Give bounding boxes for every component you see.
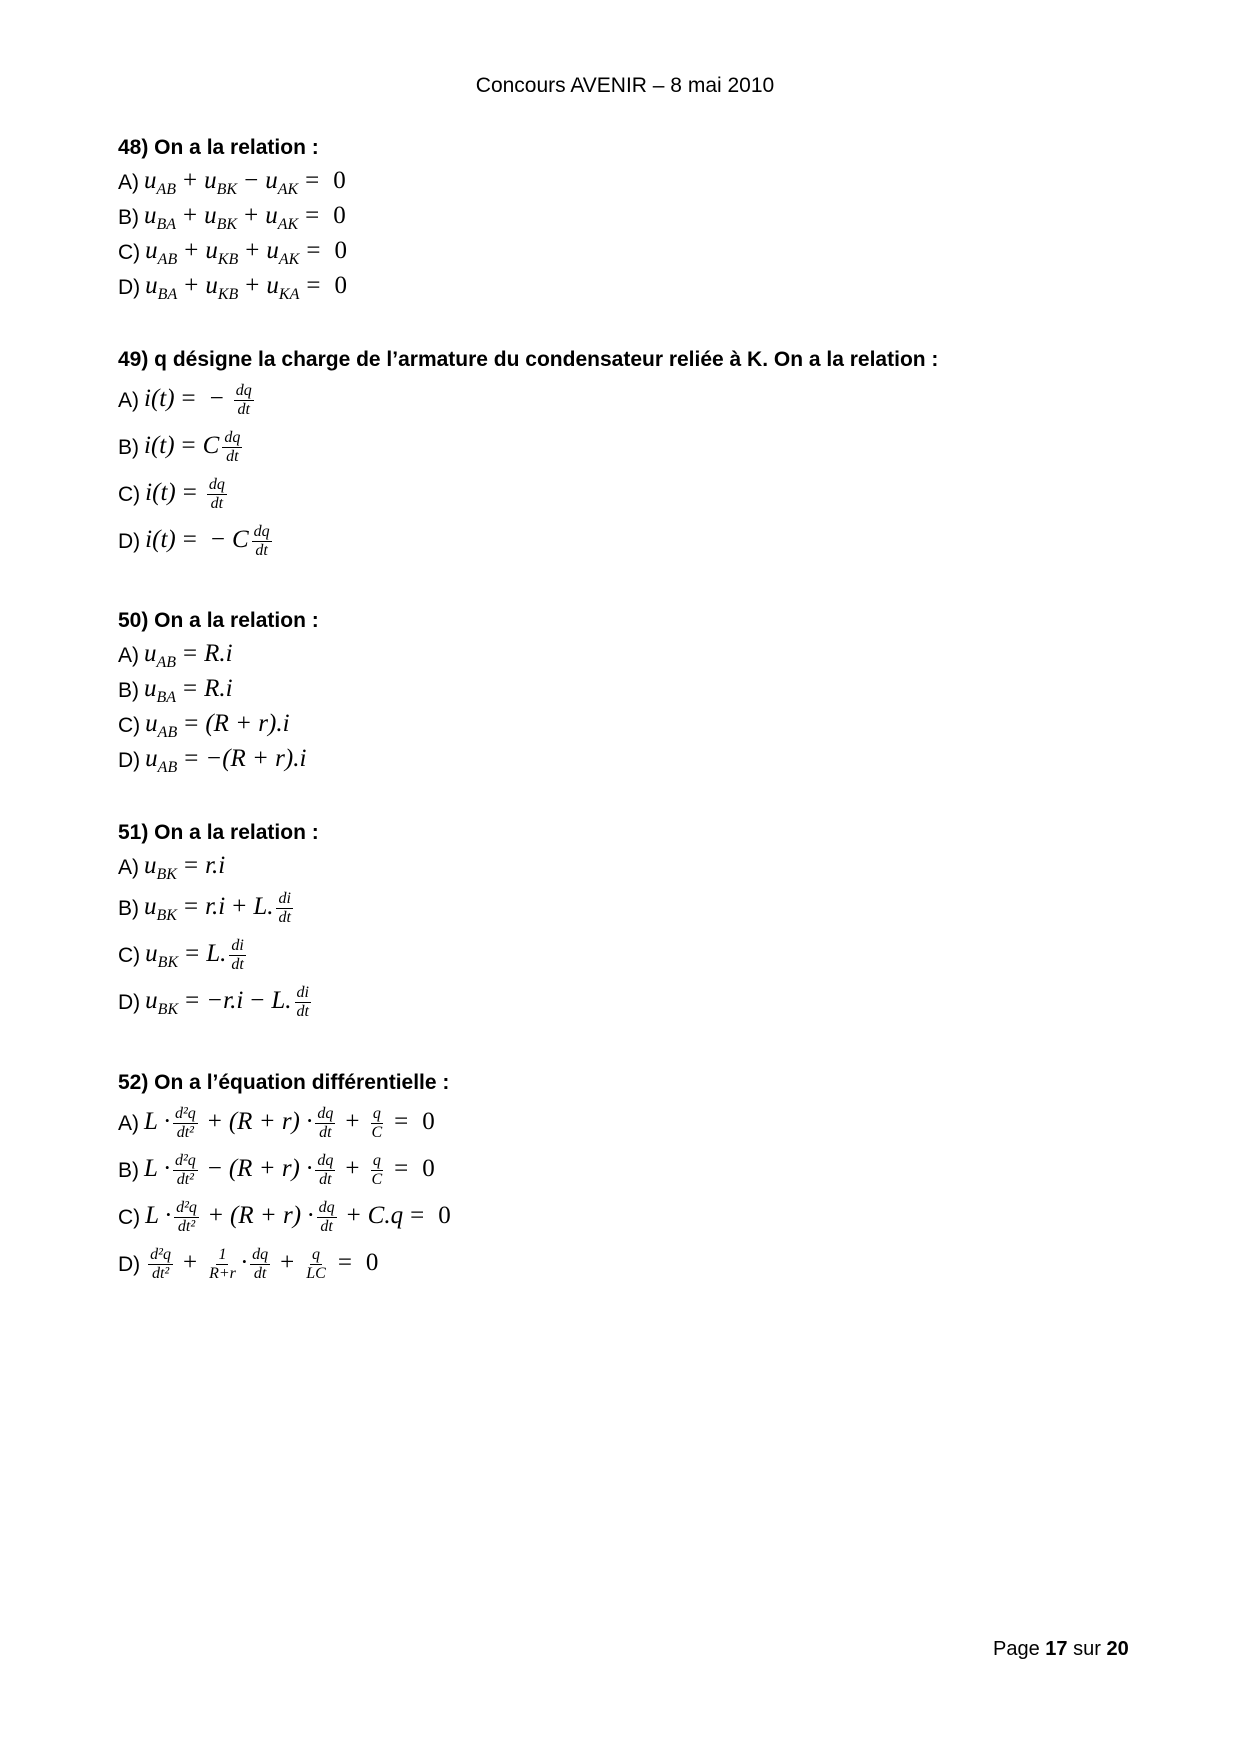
answer-option[interactable]: [118, 673, 319, 708]
math-term: i(t): [145, 526, 176, 554]
math-term: L.: [206, 940, 227, 968]
denominator: dt: [278, 909, 291, 926]
math-term: u: [204, 166, 217, 194]
fraction: [315, 1105, 335, 1142]
operator: +: [244, 201, 259, 229]
subscript: BK: [216, 180, 238, 198]
fraction: [315, 1152, 335, 1189]
math-term: u: [265, 201, 278, 229]
fraction: [207, 1246, 238, 1283]
math-term: ·: [240, 1249, 248, 1277]
equation: [144, 852, 225, 884]
numerator: di: [278, 890, 291, 907]
denominator: dt: [255, 542, 268, 559]
math-term: u: [205, 236, 218, 264]
numerator: d²q: [176, 1199, 197, 1216]
equation: [144, 202, 353, 234]
number: 0: [333, 201, 346, 229]
number: 0: [334, 236, 347, 264]
operator: =: [182, 479, 197, 507]
operator: −: [209, 385, 224, 413]
equation: [144, 890, 296, 927]
answer-option[interactable]: [118, 932, 319, 979]
math-term: −r.i: [206, 987, 244, 1015]
math-term: (R + r) ·: [230, 1202, 314, 1230]
math-term: u: [144, 893, 157, 921]
math-term: (R + r) ·: [228, 1155, 313, 1183]
fraction: [222, 429, 242, 466]
answer-option[interactable]: [118, 885, 319, 932]
equation: [144, 1152, 442, 1189]
math-term: −(R + r).i: [205, 744, 307, 772]
operator: −: [244, 166, 259, 194]
math-term: L.: [271, 987, 292, 1015]
math-term: L ·: [144, 1155, 170, 1183]
numerator: d²q: [174, 1105, 196, 1122]
answer-option[interactable]: [118, 1241, 458, 1288]
page-number: [993, 1638, 1129, 1661]
operator: +: [183, 201, 198, 229]
denominator: C: [371, 1124, 383, 1141]
fraction: [370, 1105, 385, 1142]
subscript: KA: [278, 285, 300, 303]
option-label: D): [118, 748, 141, 772]
operator: =: [183, 639, 198, 667]
answer-option[interactable]: [118, 270, 354, 305]
question-block: [118, 131, 354, 305]
equation: [145, 476, 230, 513]
answer-option[interactable]: [118, 850, 319, 885]
equation: [144, 429, 245, 466]
answer-option[interactable]: [118, 708, 319, 743]
number: 0: [365, 1249, 379, 1277]
subscript: AB: [157, 250, 178, 268]
question-block: [118, 343, 938, 565]
denominator: dt: [237, 401, 250, 418]
operator: =: [184, 744, 199, 772]
math-term: u: [144, 674, 157, 702]
fraction: [295, 984, 311, 1021]
fraction: [250, 1246, 270, 1283]
equation: [144, 675, 233, 707]
operator: =: [183, 893, 199, 921]
numerator: di: [296, 984, 309, 1001]
operator: +: [345, 1108, 360, 1136]
operator: =: [181, 385, 196, 413]
denominator: dt²: [176, 1124, 194, 1141]
math-term: u: [145, 709, 158, 737]
subscript: AK: [278, 250, 300, 268]
option-label: A): [118, 388, 139, 412]
current-page: 17: [1045, 1638, 1068, 1660]
denominator: dt²: [177, 1218, 196, 1235]
equation: [144, 1105, 442, 1142]
equation: [145, 710, 289, 742]
option-label: C): [118, 943, 141, 967]
numerator: di: [231, 937, 244, 954]
subscript: AB: [156, 653, 177, 671]
math-term: u: [145, 271, 158, 299]
equation: [145, 984, 314, 1021]
operator: −: [207, 1155, 222, 1183]
math-term: u: [144, 201, 157, 229]
equation: [145, 1199, 458, 1236]
answer-option[interactable]: [118, 1147, 458, 1194]
page-sep: sur: [1073, 1638, 1101, 1660]
numerator: dq: [317, 1105, 334, 1122]
question-title: 52) On a l’équation différentielle :: [118, 1071, 450, 1094]
denominator: dt: [319, 1171, 332, 1188]
option-label: C): [118, 713, 141, 737]
option-label: A): [118, 855, 139, 879]
math-term: u: [266, 236, 279, 264]
question-title: 50) On a la relation :: [118, 609, 319, 632]
operator: =: [305, 166, 320, 194]
operator: +: [184, 236, 199, 264]
fraction: [173, 1105, 198, 1142]
option-label: A): [118, 170, 139, 194]
operator: +: [245, 271, 260, 299]
subscript: KB: [217, 285, 239, 303]
numerator: dq: [208, 476, 225, 493]
operator: =: [306, 271, 321, 299]
denominator: dt: [296, 1003, 309, 1020]
operator: =: [305, 201, 320, 229]
operator: =: [184, 709, 199, 737]
math-term: i(t): [145, 479, 176, 507]
subscript: BA: [156, 215, 177, 233]
equation: [145, 745, 306, 777]
question-block: [118, 816, 319, 1026]
denominator: dt: [231, 956, 244, 973]
math-term: i(t): [144, 432, 175, 460]
fraction: [276, 890, 292, 927]
option-label: C): [118, 482, 141, 506]
operator: −: [210, 526, 225, 554]
question-title: 48) On a la relation :: [118, 136, 319, 159]
answer-option[interactable]: [118, 235, 354, 270]
fraction: [173, 1152, 198, 1189]
operator: =: [306, 236, 321, 264]
operator: =: [185, 987, 200, 1015]
math-term: u: [265, 166, 278, 194]
numerator: q: [372, 1105, 381, 1122]
number: 0: [422, 1108, 435, 1136]
operator: +: [345, 1155, 360, 1183]
fraction: [174, 1199, 199, 1236]
option-label: B): [118, 678, 139, 702]
answer-option[interactable]: [118, 979, 319, 1026]
operator: =: [337, 1249, 352, 1277]
answer-option[interactable]: [118, 1194, 458, 1241]
option-label: A): [118, 1111, 139, 1135]
numerator: dq: [224, 429, 241, 446]
fraction: [229, 937, 245, 974]
numerator: dq: [252, 1246, 269, 1263]
option-label: C): [118, 240, 141, 264]
math-term: L ·: [145, 1202, 172, 1230]
equation: [145, 523, 274, 560]
operator: −: [250, 987, 265, 1015]
denominator: dt: [226, 448, 239, 465]
question-title: 49) q désigne la charge de l’armature du condensateur reliée à K. On a la relation :: [118, 348, 939, 371]
math-term: r.i: [205, 893, 226, 921]
math-term: u: [145, 987, 158, 1015]
option-label: D): [118, 529, 141, 553]
numerator: d²q: [174, 1152, 196, 1169]
operator: +: [184, 271, 199, 299]
question-block: [118, 1066, 458, 1288]
numerator: 1: [218, 1246, 227, 1263]
answer-option[interactable]: [118, 1100, 458, 1147]
equation: [144, 640, 233, 672]
subscript: BK: [156, 907, 177, 925]
math-term: r.i: [205, 851, 226, 879]
math-term: u: [204, 201, 217, 229]
question-title: 51) On a la relation :: [118, 821, 319, 844]
answer-option[interactable]: [118, 200, 354, 235]
page-label: Page: [993, 1638, 1040, 1660]
number: 0: [422, 1155, 435, 1183]
math-term: u: [145, 236, 158, 264]
denominator: R+r: [209, 1265, 236, 1282]
math-term: (R + r) ·: [228, 1108, 313, 1136]
denominator: dt: [319, 1124, 332, 1141]
operator: +: [232, 893, 247, 921]
fraction: [370, 1152, 385, 1189]
subscript: AB: [157, 758, 178, 776]
fraction: [148, 1246, 173, 1283]
denominator: dt: [320, 1218, 333, 1235]
denominator: dt: [210, 495, 224, 512]
answer-option[interactable]: [118, 743, 319, 778]
subscript: KB: [217, 250, 239, 268]
operator: =: [181, 432, 196, 460]
fraction: [252, 523, 272, 560]
operator: +: [280, 1249, 295, 1277]
option-label: A): [118, 643, 139, 667]
numerator: q: [372, 1152, 381, 1169]
math-term: R.i: [204, 639, 233, 667]
subscript: AK: [277, 180, 299, 198]
option-label: D): [118, 275, 141, 299]
subscript: BA: [156, 688, 177, 706]
operator: =: [183, 851, 199, 879]
fraction: [234, 382, 254, 419]
option-label: B): [118, 896, 139, 920]
numerator: dq: [253, 523, 270, 540]
option-label: C): [118, 1205, 141, 1229]
math-term: (R + r).i: [205, 709, 290, 737]
option-label: D): [118, 990, 141, 1014]
answer-option[interactable]: [118, 471, 938, 518]
equation: [145, 1246, 385, 1283]
operator: =: [182, 526, 197, 554]
denominator: dt²: [151, 1265, 170, 1282]
equation: [144, 382, 257, 419]
subscript: AK: [277, 215, 299, 233]
numerator: q: [312, 1246, 321, 1263]
option-label: B): [118, 1158, 139, 1182]
math-term: u: [144, 639, 157, 667]
subscript: BK: [216, 215, 238, 233]
math-term: L.: [253, 893, 274, 921]
subscript: AB: [157, 723, 178, 741]
number: 0: [333, 166, 346, 194]
option-label: B): [118, 205, 139, 229]
operator: +: [182, 1249, 198, 1277]
option-label: D): [118, 1252, 141, 1276]
math-term: C: [231, 526, 249, 554]
number: 0: [334, 271, 347, 299]
number: 0: [438, 1202, 451, 1230]
operator: =: [185, 940, 200, 968]
math-term: u: [145, 744, 158, 772]
equation: [144, 167, 353, 199]
operator: =: [410, 1202, 425, 1230]
answer-option[interactable]: [118, 165, 354, 200]
math-term: u: [205, 271, 218, 299]
subscript: BK: [157, 1001, 179, 1019]
math-term: i(t): [144, 385, 175, 413]
total-pages: 20: [1106, 1638, 1129, 1660]
math-term: C: [202, 432, 220, 460]
subscript: AB: [156, 180, 177, 198]
denominator: LC: [306, 1265, 326, 1282]
equation: [145, 937, 249, 974]
numerator: dq: [317, 1152, 334, 1169]
answer-option[interactable]: [118, 424, 938, 471]
equation: [145, 237, 354, 269]
denominator: dt: [253, 1265, 267, 1282]
fraction: [207, 476, 227, 513]
math-term: L ·: [144, 1108, 170, 1136]
page-header: Concours AVENIR – 8 mai 2010: [475, 74, 775, 97]
numerator: dq: [235, 382, 252, 399]
operator: =: [394, 1108, 409, 1136]
equation: [145, 272, 354, 304]
subscript: BK: [156, 865, 177, 883]
answer-option[interactable]: [118, 518, 938, 565]
denominator: C: [371, 1171, 383, 1188]
math-term: C.q: [367, 1202, 404, 1230]
answer-option[interactable]: [118, 377, 938, 424]
operator: +: [207, 1108, 222, 1136]
subscript: BK: [157, 954, 179, 972]
subscript: BA: [157, 285, 178, 303]
math-term: u: [145, 940, 158, 968]
numerator: d²q: [150, 1246, 171, 1263]
numerator: dq: [318, 1199, 335, 1216]
operator: +: [183, 166, 198, 194]
question-block: [118, 604, 319, 778]
math-term: R.i: [204, 674, 233, 702]
operator: =: [183, 674, 198, 702]
operator: +: [245, 236, 260, 264]
operator: =: [394, 1155, 409, 1183]
denominator: dt²: [176, 1171, 194, 1188]
math-term: u: [144, 851, 157, 879]
math-term: u: [266, 271, 279, 299]
option-label: B): [118, 435, 139, 459]
operator: +: [208, 1202, 224, 1230]
math-term: u: [144, 166, 157, 194]
fraction: [317, 1199, 337, 1236]
fraction: [304, 1246, 328, 1283]
operator: +: [346, 1202, 361, 1230]
answer-option[interactable]: [118, 638, 319, 673]
